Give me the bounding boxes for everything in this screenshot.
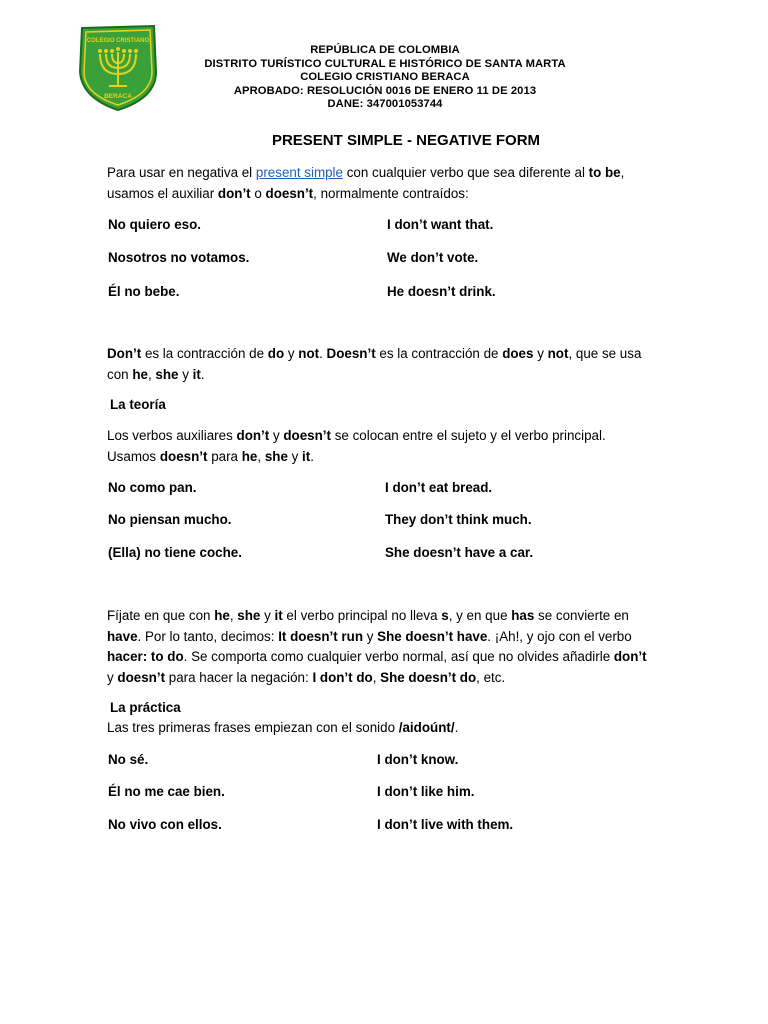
present-simple-link[interactable]: present simple xyxy=(255,165,343,180)
intro-paragraph: Para usar en negativa el present simple con cualquier verbo que sea diferente al to be, usamos el auxiliar don’t o doesn’t, normalmente contraídos: xyxy=(107,165,625,201)
example-english: We don’t vote. xyxy=(387,250,479,265)
school-header xyxy=(180,44,590,112)
notice-paragraph: Fíjate en que con he, she y it el verbo principal no lleva s, y en que has se convierte en have. Por lo tanto, decimos: It doesn’t run y She doesn’t have. ¡Ah!, y ojo con el verbo hacer: to do. Se comporta como cualquier verbo normal, así que no olvides añadirle don’t y doesn’t para hacer la negación: I don’t do, She doesn’t do, etc. xyxy=(107,608,647,685)
practice-heading: La práctica xyxy=(110,700,181,715)
example-row xyxy=(108,784,648,804)
theory-paragraph: Los verbos auxiliares don’t y doesn’t se colocan entre el sujeto y el verbo principal. Usamos doesn’t para he, she y it. xyxy=(107,428,606,464)
page-title: PRESENT SIMPLE - NEGATIVE FORM xyxy=(271,132,541,149)
logo-bottom-text: BERACA xyxy=(104,93,132,100)
example-english: I don’t want that. xyxy=(387,217,494,232)
example-english: He doesn’t drink. xyxy=(387,284,496,299)
example-spanish: Él no bebe. xyxy=(108,284,180,299)
example-english: I don’t live with them. xyxy=(377,817,514,832)
example-english: I don’t eat bread. xyxy=(385,480,493,495)
header-line-district: DISTRITO TURÍSTICO CULTURAL E HISTÓRICO DE SANTA MARTA xyxy=(204,57,566,70)
example-spanish: No piensan mucho. xyxy=(108,512,232,527)
example-row xyxy=(108,217,648,237)
practice-paragraph: Las tres primeras frases empiezan con el sonido /aidoúnt/. xyxy=(107,720,459,735)
example-row xyxy=(108,545,648,565)
example-spanish: No sé. xyxy=(108,752,149,767)
example-spanish: Él no me cae bien. xyxy=(108,784,225,799)
example-row xyxy=(108,250,648,270)
example-row xyxy=(108,284,648,304)
school-crest-menorah-icon xyxy=(76,22,160,112)
example-row xyxy=(108,817,648,837)
header-line-dane: DANE: 347001053744 xyxy=(327,98,443,111)
contraction-paragraph: Don’t es la contracción de do y not. Doesn’t es la contracción de does y not, que se usa con he, she y it. xyxy=(107,346,642,382)
example-spanish: Nosotros no votamos. xyxy=(108,250,250,265)
example-spanish: No vivo con ellos. xyxy=(108,817,222,832)
example-spanish: No como pan. xyxy=(108,480,197,495)
header-line-country: REPÚBLICA DE COLOMBIA xyxy=(310,44,460,56)
header-line-approval: APROBADO: RESOLUCIÓN 0016 DE ENERO 11 DE 2013 xyxy=(233,84,537,97)
example-english: They don’t think much. xyxy=(385,512,532,527)
logo-top-text: COLEGIO CRISTIANO xyxy=(86,38,150,44)
example-row xyxy=(108,752,648,772)
theory-heading: La teoría xyxy=(110,397,166,412)
example-row xyxy=(108,480,648,500)
example-english: I don’t know. xyxy=(377,752,459,767)
header-line-school: COLEGIO CRISTIANO BERACA xyxy=(300,71,470,84)
example-english: She doesn’t have a car. xyxy=(385,545,534,560)
example-row xyxy=(108,512,648,532)
example-spanish: (Ella) no tiene coche. xyxy=(108,545,242,560)
example-english: I don’t like him. xyxy=(377,784,475,799)
example-spanish: No quiero eso. xyxy=(108,217,202,232)
